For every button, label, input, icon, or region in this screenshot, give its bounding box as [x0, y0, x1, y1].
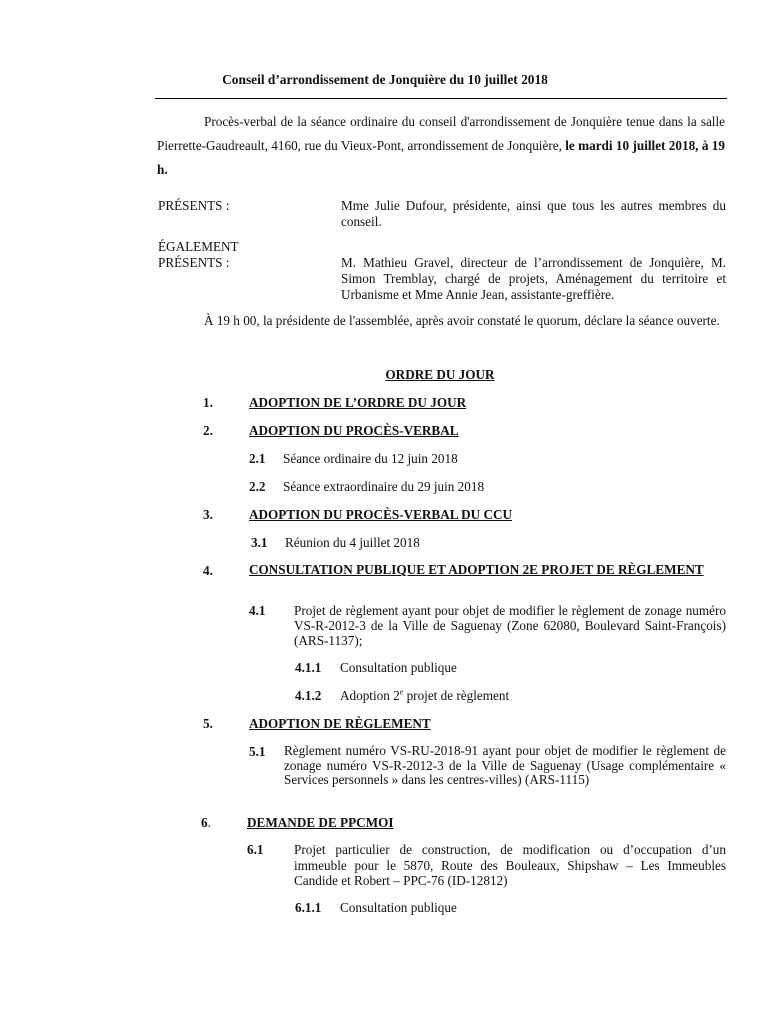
item-6-1-1-text: Consultation publique [340, 900, 457, 915]
intro-text: Procès-verbal de la séance ordinaire du conseil d'arrondissement de Jonquière tenue dans la salle Pierrette-Gaudreault, 4160, rue du Vieux-Pont, arrondissement de Jonquière, [157, 114, 725, 153]
ordre-du-jour-heading: ORDRE DU JOUR [385, 367, 495, 382]
item-2-2-number: 2.2 [249, 479, 266, 494]
item-2-title: ADOPTION DU PROCÈS-VERBAL [249, 423, 459, 438]
item-4-title: CONSULTATION PUBLIQUE ET ADOPTION 2E PROJET DE RÈGLEMENT [249, 562, 704, 577]
item-2-number: 2. [203, 423, 213, 438]
item-6-number-dot: . [207, 815, 211, 830]
item-1-number: 1. [203, 395, 213, 410]
item-6-number-digit: 6 [201, 815, 208, 830]
page-title: Conseil d’arrondissement de Jonquière du 10 juillet 2018 [222, 72, 548, 87]
item-4-1-text: Projet de règlement ayant pour objet de modifier le règlement de zonage numéro VS-R-2012-3 de la Ville de Saguenay (Zone 62080, Boulevard Saint-François) (ARS-1137); [294, 603, 726, 648]
item-3-number: 3. [203, 507, 213, 522]
item-3-1-text: Réunion du 4 juillet 2018 [285, 535, 420, 550]
title-divider [155, 98, 727, 99]
item-6-1-1-number: 6.1.1 [295, 900, 322, 915]
item-5-1-text: Règlement numéro VS-RU-2018-91 ayant pour objet de modifier le règlement de zonage numéro VS-R-2012-3 de la Ville de Saguenay (Usage complémentaire « Services personnels » dans les centres-villes) (ARS-1115) [284, 743, 726, 788]
item-4-1-2-text [340, 688, 509, 704]
item-4-1-1-number: 4.1.1 [295, 660, 322, 675]
item-2-1-number: 2.1 [249, 451, 266, 466]
opening-paragraph [157, 309, 725, 333]
item-5-1-number: 5.1 [249, 744, 266, 759]
item-3-title: ADOPTION DU PROCÈS-VERBAL DU CCU [249, 507, 513, 522]
presents-text: Mme Julie Dufour, présidente, ainsi que tous les autres membres du conseil. [341, 198, 726, 229]
item-4-1-number: 4.1 [249, 603, 266, 618]
opening-text: À 19 h 00, la présidente de l'assemblée, après avoir constaté le quorum, déclare la séance ouverte. [204, 313, 720, 328]
presents-label: PRÉSENTS : [158, 198, 230, 213]
item-6-number [201, 815, 211, 831]
item-6-1-number: 6.1 [247, 842, 264, 857]
item-2-2-text: Séance extraordinaire du 29 juin 2018 [283, 479, 485, 494]
item-4-number: 4. [203, 563, 213, 578]
item-2-1-text: Séance ordinaire du 12 juin 2018 [283, 451, 458, 466]
item-6-1-text: Projet particulier de construction, de modification ou d’occupation d’un immeuble pour le 5870, Route des Bouleaux, Shipshaw – Les Immeubles Candide et Robert – PPC-76 (ID-12812) [294, 842, 726, 888]
item-4-1-2-sup: e [399, 687, 404, 697]
intro-paragraph [157, 110, 725, 182]
item-5-title: ADOPTION DE RÈGLEMENT [249, 716, 431, 731]
egalement-label-line2: PRÉSENTS : [158, 255, 230, 270]
item-1-title: ADOPTION DE L’ORDRE DU JOUR [249, 395, 467, 410]
item-4-1-2-number: 4.1.2 [295, 688, 322, 703]
egalement-text: M. Mathieu Gravel, directeur de l’arrondissement de Jonquière, M. Simon Tremblay, chargé de projets, Aménagement du territoire et Urbanisme et Mme Annie Jean, assistante-greffière. [341, 255, 726, 302]
item-4-1-2-text-before: Adoption 2 [340, 688, 400, 703]
item-6-title: DEMANDE DE PPCMOI [247, 815, 394, 830]
intro-date: le mardi 10 juillet 2018, à 19 h. [157, 138, 725, 177]
item-5-number: 5. [203, 716, 213, 731]
item-4-1-2-text-after: projet de règlement [403, 688, 510, 703]
egalement-label-line1: ÉGALEMENT [158, 239, 239, 254]
item-3-1-number: 3.1 [251, 535, 268, 550]
item-4-1-1-text: Consultation publique [340, 660, 457, 675]
